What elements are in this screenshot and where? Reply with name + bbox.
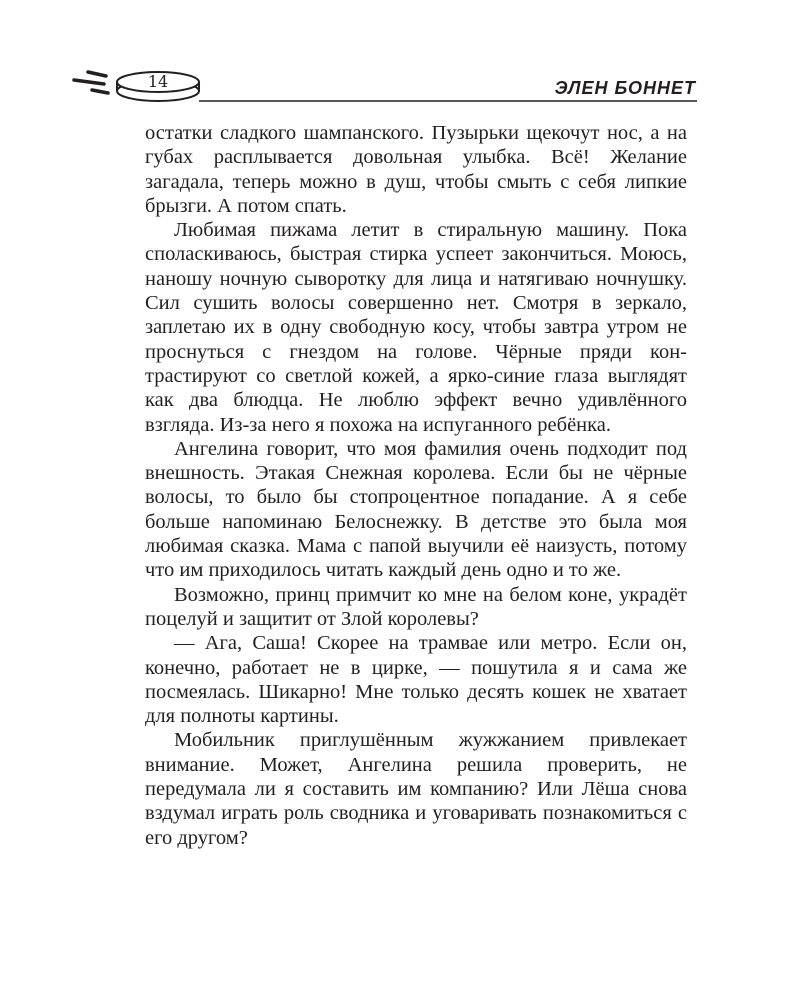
paragraph: Ангелина говорит, что моя фамилия очень подходит под внешность. Этакая Снежная королева. Если бы не чёрные волосы, то было бы стопроцентное попадание. А я себе больше напоминаю Белоснежку. В детстве это была моя любимая сказка. Мама с папой выучили её наизусть, потому что им приходилось читать каждый день одно и то же. bbox=[145, 437, 687, 582]
paragraph: Любимая пижама летит в стиральную машину. Пока споласкиваюсь, быстрая стирка успеет закончиться. Моюсь, наношу ночную сыворотку для лица и натягиваю ночнушку. Сил сушить волосы совершенно нет. Смотря в зеркало, заплетаю их в одну свободную косу, чтобы завтра утром не проснуться с гнездом на голове. Чёрные пряди контрастируют со светлой кожей, а ярко-синие глаза выглядят как два блюдца. Не люблю эффект вечно удивлённого взгляда. Из-за него я похожа на испуганного ребёнка. bbox=[145, 219, 687, 436]
paragraph: остатки сладкого шампанского. Пузырьки щекочут нос, а на губах расплывается довольная улыбка. Всё! Желание загадала, теперь можно в душ, чтобы смыть с себя липкие брызги. А потом спать. bbox=[145, 122, 687, 217]
motion-line-top bbox=[88, 72, 106, 76]
paragraph: Мобильник приглушённым жужжанием привлекает внимание. Может, Ангелина решила проверить, не передумала ли я составить им компанию? Или Лёша снова вздумал играть роль сводника и уговаривать познакомиться с его другом? bbox=[145, 729, 687, 849]
motion-line-bottom bbox=[92, 90, 108, 93]
running-head-author: ЭЛЕН БОННЕТ bbox=[554, 78, 696, 98]
paragraph: — Ага, Саша! Скорее на трамвае или метро. Если он, конечно, работает не в цирке, — пошутила я и сама же посмеялась. Шикарно! Мне только десять кошек не хватает для полноты картины. bbox=[145, 632, 687, 728]
body-text bbox=[145, 121, 687, 850]
paragraph: Возможно, принц примчит ко мне на белом коне, украдёт поцелуй и защитит от Злой королевы? bbox=[145, 583, 687, 630]
motion-line-middle bbox=[74, 80, 104, 84]
page-number: 14 bbox=[147, 72, 169, 91]
